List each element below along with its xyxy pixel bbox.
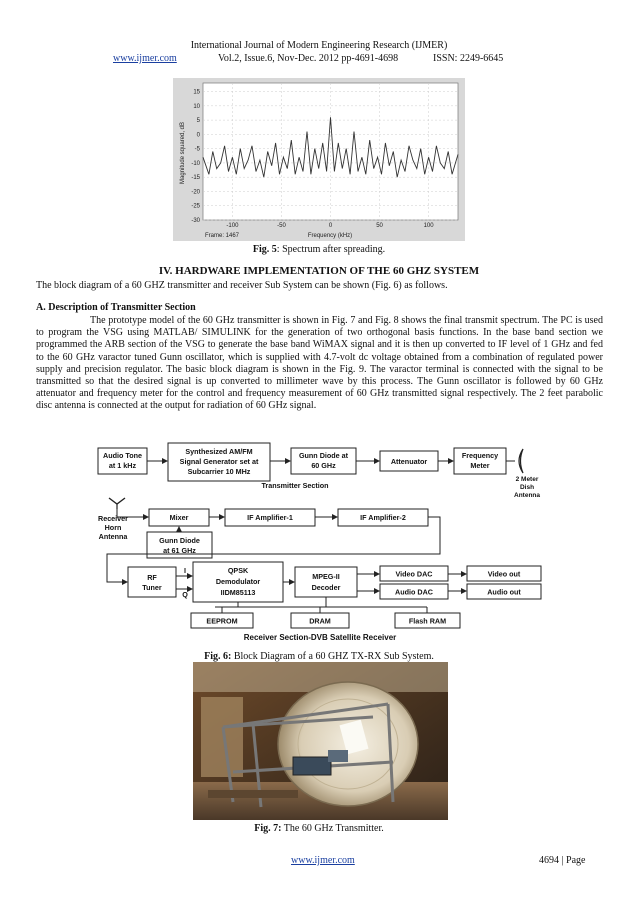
gunn-rx-label-2: at 61 GHz (163, 546, 196, 555)
fig5-caption-label: Fig. 5 (252, 244, 277, 255)
gunn-tx-label-1: Gunn Diode at (298, 451, 349, 460)
body-paragraph: The prototype model of the 60 GHz transmitter is shown in Fig. 7 and Fig. 8 shows the final transmit spectrum. The PC is used to program the VSG using MATLAB/ SIMULINK for the generation of two orthogonal basis functions. In the base band section we programmed the ARB section of the VSG to generate the base band WiMAX signal and it is then up converted to IF level of 1 GHz and fed to the 60 GHz varactor tuned Gunn oscillator, which is supplied with 4.7-volt dc voltage obtained from a combination of regulated power supply and precision regulator. The basic block diagram is shown in the Fig. 9. The varactor terminal is connected with the signal to be transmitted so that the desired signal is up converted to millimeter wave by this process. The Gunn oscillator is followed by 60 GHz attenuator and frequency meter for the control and frequency measurement of 60 GHz transmitted signal respectively. The 2 feet parabolic disc antenna is connected at the output for radiation of 60 GHz signal. (36, 315, 603, 412)
mpeg-label-1: MPEG-II (312, 572, 340, 581)
gunn-rx-label-1: Gunn Diode (159, 536, 200, 545)
section-intro: The block diagram of a 60 GHZ transmitter and receiver Sub System can be shown (Fig. 6) as follows. (36, 280, 448, 291)
receiver-horn-antenna-icon (109, 498, 125, 504)
video-out-label: Video out (487, 569, 521, 579)
x-tick-label: 0 (328, 223, 333, 229)
x-tick-label: -100 (226, 223, 239, 229)
gunn-tx-label-2: 60 GHz (311, 461, 336, 470)
if-amp-1-label: IF Amplifier-1 (247, 513, 293, 522)
freq-meter-label-2: Meter (470, 461, 490, 470)
audio-tone-label-2: at 1 kHz (108, 461, 137, 470)
qpsk-label-2: Demodulator (215, 577, 261, 586)
y-tick-label: -25 (191, 203, 200, 210)
mpeg-label-2: Decoder (311, 583, 341, 592)
y-tick-label: -15 (191, 175, 200, 182)
frame-label: Frame: 1467 (205, 233, 240, 239)
footer-url-link[interactable]: www.ijmer.com (291, 855, 355, 866)
y-tick-label: 10 (193, 103, 200, 110)
fig5-caption (0, 244, 638, 255)
rf-tuner-label-2: Tuner (142, 583, 162, 592)
y-tick-label: -10 (191, 160, 200, 167)
fig7-caption (0, 823, 638, 834)
rf-tuner-label-1: RF (147, 573, 157, 582)
y-tick-label: -5 (194, 146, 200, 153)
fig6-caption (0, 651, 638, 662)
y-tick-label: 5 (196, 118, 200, 125)
rx-horn-label-2: Horn (104, 523, 122, 532)
dish-label-1: 2 Meter (515, 476, 539, 483)
header-volume: Vol.2, Issue.6, Nov-Dec. 2012 pp-4691-4698 (218, 53, 399, 64)
y-tick-label: 0 (196, 132, 200, 139)
x-axis-label: Frequency (kHz) (307, 233, 353, 239)
x-tick-label: 50 (376, 223, 383, 229)
qpsk-label-1: QPSK (227, 566, 249, 575)
fig7-caption-label: Fig. 7: (254, 823, 282, 834)
y-axis-label: Magnitude squared, dB (180, 121, 186, 185)
y-tick-label: -30 (191, 218, 200, 224)
transmitter-section-label: Transmitter Section (261, 481, 329, 490)
fig5-caption-text: : Spectrum after spreading. (276, 244, 386, 255)
if-amp-2-label: IF Amplifier-2 (360, 513, 406, 522)
header-url-link[interactable]: www.ijmer.com (113, 53, 177, 64)
flash-ram-label: Flash RAM (408, 616, 447, 626)
rx-horn-label-1: Receiver (98, 514, 128, 523)
dram-label: DRAM (309, 616, 331, 626)
attenuator-label: Attenuator (390, 457, 428, 466)
qpsk-label-3: IIDM85113 (220, 588, 256, 597)
rx-horn-label-3: Antenna (98, 532, 128, 541)
i-label: I (184, 566, 186, 575)
fig6-caption-label: Fig. 6: (204, 651, 232, 662)
fig5-spectrum-chart (173, 78, 465, 241)
eeprom-label: EEPROM (206, 616, 238, 626)
fig7-caption-text: The 60 GHz Transmitter. (283, 823, 384, 834)
block-rf-tuner (128, 567, 176, 597)
fig7-transmitter-photo (193, 662, 448, 820)
section-number: IV. (158, 265, 173, 277)
dish-label-3: Antenna (514, 492, 540, 499)
header-issn: ISSN: 2249-6645 (433, 53, 504, 64)
section-heading: HARDWARE IMPLEMENTATION OF THE 60 GHZ SYSTEM (175, 265, 480, 277)
page-number: 4694 | Page (539, 855, 586, 866)
audio-tone-label-1: Audio Tone (103, 451, 142, 460)
receiver-section-label: Receiver Section-DVB Satellite Receiver (243, 633, 397, 642)
dish-antenna-icon (519, 449, 523, 473)
video-dac-label: Video DAC (395, 569, 433, 579)
x-tick-label: 100 (423, 223, 434, 229)
audio-dac-label: Audio DAC (395, 587, 433, 597)
freq-meter-label-1: Frequency (461, 451, 499, 460)
fig6-caption-text: Block Diagram of a 60 GHZ TX-RX Sub System. (233, 651, 434, 662)
q-label: Q (182, 590, 188, 599)
synth-label-1: Synthesized AM/FM (185, 447, 253, 456)
x-tick-label: -50 (277, 223, 286, 229)
mixer-label: Mixer (169, 513, 189, 522)
fig6-block-diagram (95, 441, 545, 651)
subsection-heading: A. Description of Transmitter Section (36, 302, 196, 313)
equipment-box-shape (293, 757, 331, 775)
dish-label-2: Dish (519, 484, 535, 491)
audio-out-label: Audio out (487, 587, 521, 597)
journal-title: International Journal of Modern Engineering Research (IJMER) (190, 40, 448, 51)
y-tick-label: -20 (191, 189, 200, 196)
section-title (0, 265, 638, 277)
y-tick-label: 15 (193, 89, 200, 96)
synth-label-2: Signal Generator set at (179, 457, 259, 466)
synth-label-3: Subcarrier 10 MHz (187, 467, 251, 476)
